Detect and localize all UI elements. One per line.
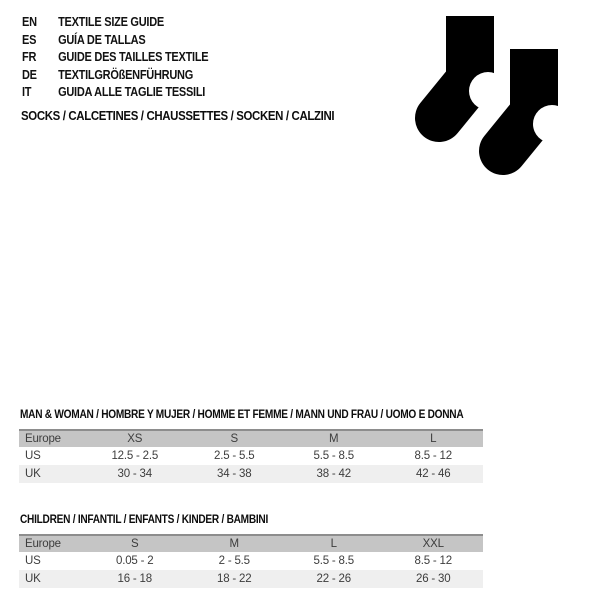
- column-header-size: S: [230, 433, 238, 445]
- size-value: 34 - 38: [217, 468, 252, 480]
- language-code: FR: [22, 50, 37, 64]
- language-list: [22, 14, 234, 102]
- column-header-region: Europe: [25, 538, 61, 550]
- size-value: 12.5 - 2.5: [111, 450, 159, 462]
- size-value: 42 - 46: [416, 468, 451, 480]
- language-row-en: [22, 14, 208, 32]
- size-table-children: [19, 534, 483, 588]
- language-label: TEXTILGRÖßENFÜHRUNG: [58, 67, 194, 82]
- size-value: 26 - 30: [416, 573, 451, 585]
- language-code: DE: [22, 67, 37, 82]
- row-label: UK: [25, 573, 41, 585]
- size-value: 5.5 - 8.5: [313, 555, 354, 567]
- language-code: ES: [22, 32, 37, 47]
- row-label: UK: [25, 468, 41, 480]
- language-code: IT: [22, 85, 32, 99]
- language-label: GUIDA ALLE TAGLIE TESSILI: [58, 85, 206, 99]
- column-header-size: L: [430, 433, 437, 445]
- table-header-row: [19, 429, 483, 447]
- sock-front: [503, 49, 558, 151]
- language-row-es: [22, 32, 208, 50]
- sock-back: [439, 16, 507, 118]
- language-row-fr: [22, 49, 208, 67]
- language-code: EN: [22, 15, 37, 29]
- table-title-adults: MAN & WOMAN / HOMBRE Y MUJER / HOMME ET FEMME / MANN UND FRAU / UOMO E DONNA: [20, 409, 464, 421]
- column-header-size: M: [329, 433, 339, 445]
- column-header-size: XS: [127, 433, 143, 445]
- column-header-size: XXL: [422, 538, 444, 550]
- size-table-adults: [19, 429, 483, 483]
- size-value: 2.5 - 5.5: [214, 450, 255, 462]
- size-value: 0.05 - 2: [116, 555, 154, 567]
- column-header-size: L: [330, 538, 337, 550]
- size-value: 8.5 - 12: [414, 555, 452, 567]
- row-label: US: [25, 450, 41, 462]
- size-value: 8.5 - 12: [414, 450, 452, 462]
- row-label: US: [25, 555, 41, 567]
- table-row-uk: [19, 465, 483, 483]
- size-value: 38 - 42: [316, 468, 351, 480]
- table-title-children: CHILDREN / INFANTIL / ENFANTS / KINDER / BAMBINI: [20, 514, 269, 526]
- category-title: SOCKS / CALCETINES / CHAUSSETTES / SOCKEN / CALZINI: [21, 108, 335, 123]
- table-header-row: [19, 534, 483, 552]
- socks-icon: [406, 16, 558, 178]
- size-value: 5.5 - 8.5: [313, 450, 354, 462]
- language-row-de: [22, 67, 208, 85]
- size-value: 22 - 26: [316, 573, 351, 585]
- language-label: TEXTILE SIZE GUIDE: [58, 15, 164, 29]
- table-row-uk: [19, 570, 483, 588]
- language-label: GUÍA DE TALLAS: [58, 32, 146, 47]
- table-row-us: [19, 447, 483, 465]
- language-row-it: [22, 84, 208, 102]
- column-header-region: Europe: [25, 433, 61, 445]
- column-header-size: S: [131, 538, 139, 550]
- size-value: 18 - 22: [217, 573, 252, 585]
- size-value: 30 - 34: [117, 468, 152, 480]
- size-value: 16 - 18: [117, 573, 152, 585]
- language-label: GUIDE DES TAILLES TEXTILE: [58, 50, 209, 64]
- table-row-us: [19, 552, 483, 570]
- column-header-size: M: [229, 538, 239, 550]
- size-value: 2 - 5.5: [218, 555, 250, 567]
